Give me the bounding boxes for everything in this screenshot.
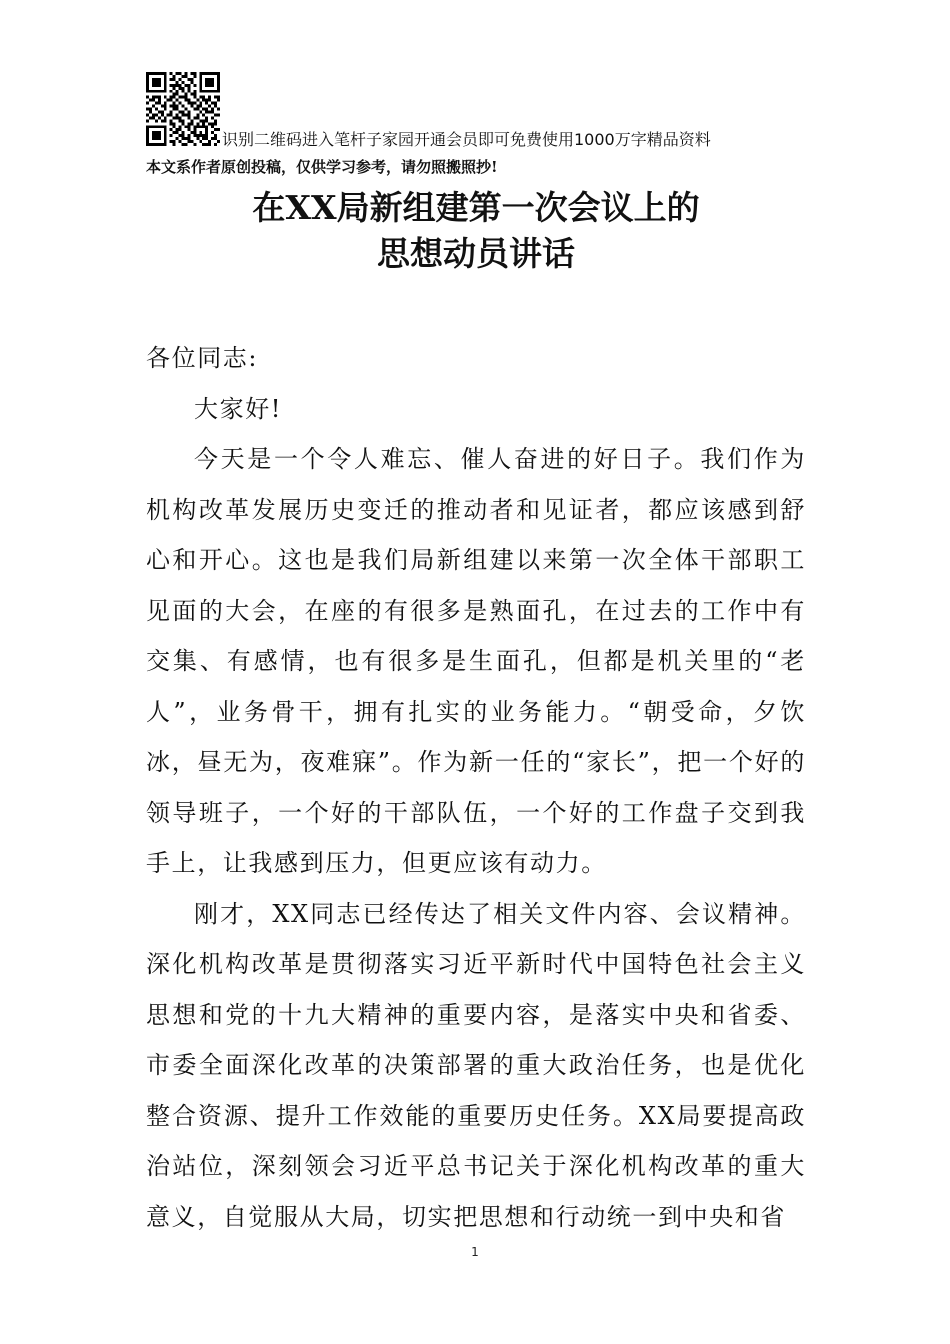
salutation: 各位同志:	[146, 344, 259, 372]
promo-text: 识别二维码进入笔杆子家园开通会员即可免费使用1000万字精品资料	[222, 130, 711, 149]
document-title-line-1: 在XX局新组建第一次会议上的	[252, 188, 700, 227]
document-title-line-2: 思想动员讲话	[377, 234, 575, 273]
greeting: 大家好!	[194, 394, 283, 423]
document-body	[146, 333, 806, 1242]
disclaimer-text: 本文系作者原创投稿，仅供学习参考，请勿照搬照抄!	[146, 158, 498, 176]
body-paragraph: 今天是一个令人难忘、催人奋进的好日子。我们作为机构改革发展历史变迁的推动者和见证者，都应该感到舒心和开心。这也是我们局新组建以来第一次全体干部职工见面的大会，在座的有很多是熟面孔，在过去的工作中有交集、有感情，也有很多是生面孔，但都是机关里的“老人”，业务骨干，拥有扎实的业务能力。“朝受命，夕饮冰，昼无为，夜难寐”。作为新一任的“家长”，把一个好的领导班子，一个好的干部队伍，一个好的工作盘子交到我手上，让我感到压力，但更应该有动力。	[146, 445, 806, 877]
body-paragraph: 刚才，XX同志已经传达了相关文件内容、会议精神。深化机构改革是贯彻落实习近平新时代中国特色社会主义思想和党的十九大精神的重要内容，是落实中央和省委、市委全面深化改革的决策部署的重大政治任务，也是优化整合资源、提升工作效能的重要历史任务。XX局要提高政治站位，深刻领会习近平总书记关于深化机构改革的重大意义，自觉服从大局，切实把思想和行动统一到中央和省	[146, 899, 806, 1231]
page-number: 1	[471, 1245, 479, 1259]
qr-code-icon[interactable]	[146, 72, 220, 146]
